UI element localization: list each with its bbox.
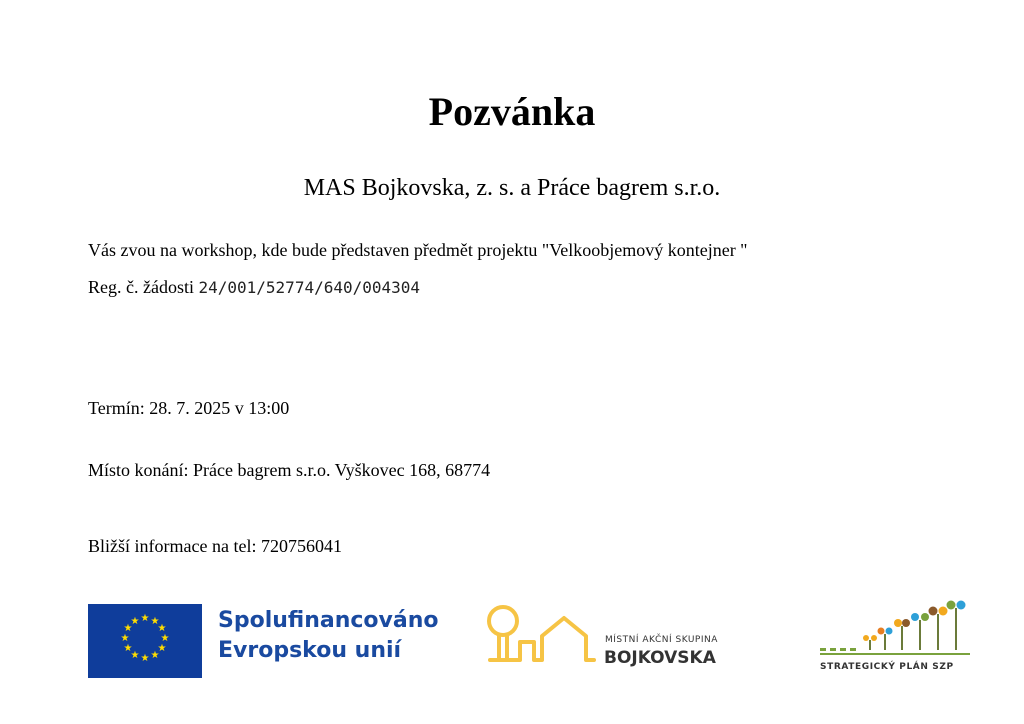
registration-number: 24/001/52774/640/004304	[198, 278, 421, 297]
svg-text:★: ★	[140, 613, 150, 624]
svg-text:★: ★	[157, 623, 167, 634]
mas-bojkovska-logo-icon	[486, 602, 596, 668]
szp-label: STRATEGICKÝ PLÁN SZP	[820, 662, 954, 672]
eu-cofinanced-text	[218, 606, 439, 666]
svg-text:★: ★	[140, 653, 150, 664]
strategic-plan-szp-logo-icon	[820, 598, 970, 662]
contact-info: Bližší informace na tel: 720756041	[88, 536, 342, 556]
mas-big-label: BOJKOVSKA	[604, 648, 716, 668]
svg-text:★: ★	[157, 643, 167, 654]
event-term: Termín: 28. 7. 2025 v 13:00	[88, 398, 290, 418]
svg-text:★: ★	[160, 633, 170, 644]
svg-text:★: ★	[123, 643, 133, 654]
eu-flag-icon	[88, 604, 202, 678]
svg-text:★: ★	[150, 650, 160, 661]
event-place: Místo konání: Práce bagrem s.r.o. Vyškovec 168, 68774	[88, 460, 491, 480]
eu-line-2: Evropskou unií	[218, 638, 402, 663]
svg-text:★: ★	[130, 616, 140, 627]
svg-text:★: ★	[150, 616, 160, 627]
svg-text:★: ★	[130, 650, 140, 661]
mas-small-label: MÍSTNÍ AKČNÍ SKUPINA	[605, 635, 718, 645]
page-title: Pozvánka	[428, 89, 596, 134]
registration-label: Reg. č. žádosti	[88, 277, 199, 297]
registration-line	[88, 277, 420, 298]
invite-text: Vás zvou na workshop, kde bude představen předmět projektu "Velkoobjemový kontejner "	[88, 240, 748, 260]
svg-text:★: ★	[120, 633, 130, 644]
eu-line-1: Spolufinancováno	[218, 608, 439, 633]
svg-text:★: ★	[123, 623, 133, 634]
organizers-subtitle: MAS Bojkovska, z. s. a Práce bagrem s.r.o.	[303, 175, 721, 201]
